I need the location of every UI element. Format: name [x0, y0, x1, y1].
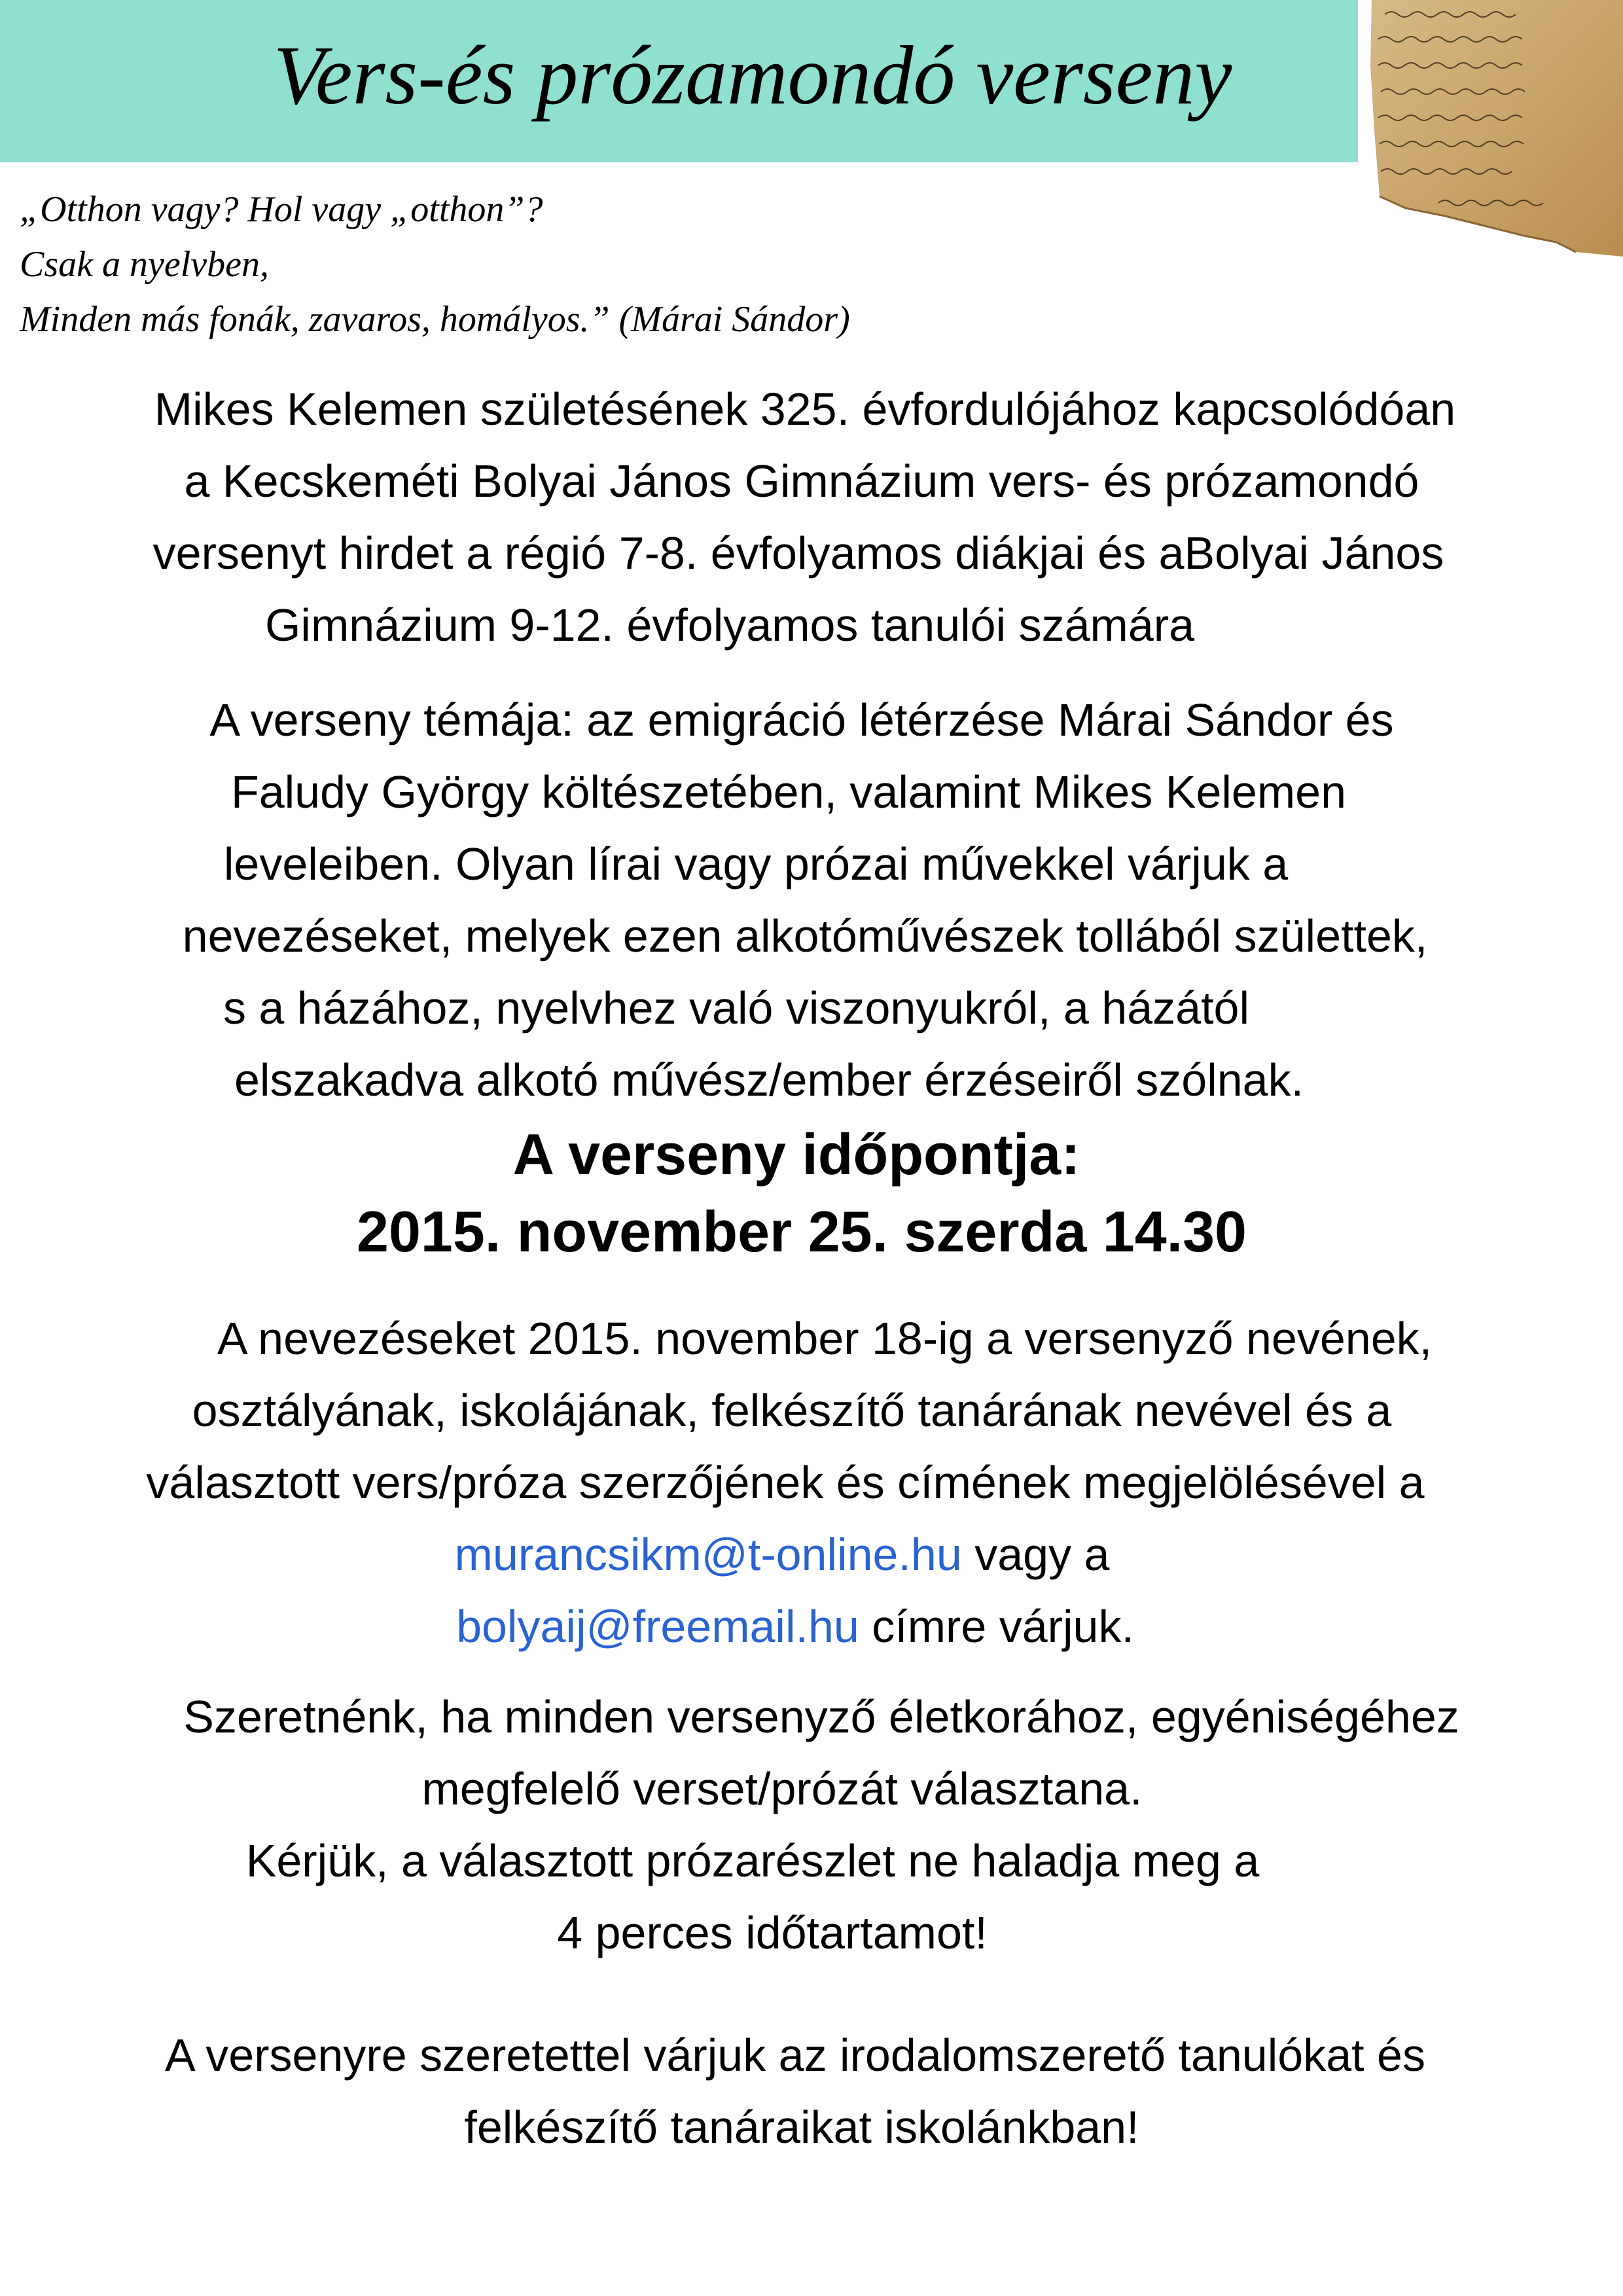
theme-line: nevezéseket, melyek ezen alkotóművészek tollából születtek, [182, 910, 1428, 961]
theme-line: leveleiben. Olyan lírai vagy prózai művekkel várjuk a [223, 838, 1289, 889]
theme-line: s a házához, nyelvhez való viszonyukról, a házától [223, 982, 1250, 1033]
theme-line: elszakadva alkotó művész/ember érzéseiről szólnak. [234, 1054, 1304, 1105]
closing-line: felkészítő tanáraikat iskolánkban! [464, 2102, 1139, 2153]
intro-line: a Kecskeméti Bolyai János Gimnázium vers- és prózamondó [184, 456, 1419, 507]
theme-paragraph [0, 684, 1623, 1116]
event-date-block [0, 1116, 1623, 1270]
theme-line: Faludy György költészetében, valamint Mikes Kelemen [230, 766, 1347, 817]
email-line-2-suffix: címre várjuk. [859, 1601, 1134, 1652]
intro-paragraph [0, 373, 1623, 661]
email-line-1 [0, 1518, 1594, 1590]
handwritten-letter-image [1366, 0, 1623, 257]
request-line: megfelelő verset/prózát választana. [421, 1763, 1143, 1814]
request-paragraph [0, 1681, 1623, 1969]
request-line: 4 perces időtartamot! [557, 1907, 988, 1958]
email-link-murancsikm[interactable]: murancsikm@t-online.hu [454, 1529, 962, 1580]
entries-line: osztályának, iskolájának, felkészítő tanárának nevével és a [192, 1385, 1392, 1436]
closing-line: A versenyre szeretettel várjuk az irodalomszerető tanulókat és [165, 2030, 1425, 2081]
date-heading: A verseny időpontja: [512, 1122, 1080, 1187]
theme-line: A verseny témája: az emigráció létérzése Márai Sándor és [209, 694, 1394, 745]
intro-line: versenyt hirdet a régió 7-8. évfolyamos diákjai és aBolyai János [152, 528, 1444, 579]
page-title-text: Vers-és prózamondó verseny [273, 29, 1232, 122]
quote-line: Csak a nyelvben, [20, 244, 269, 285]
entries-line: A nevezéseket 2015. november 18-ig a versenyző nevének, [217, 1313, 1433, 1364]
closing-paragraph [0, 2019, 1623, 2163]
entries-line: választott vers/próza szerzőjének és címének megjelölésével a [146, 1457, 1425, 1508]
intro-line: Mikes Kelemen születésének 325. évfordulójához kapcsolódóan [154, 384, 1456, 435]
email-line-2 [0, 1590, 1607, 1662]
quote-block [20, 182, 850, 347]
intro-line: Gimnázium 9-12. évfolyamos tanulói számára [264, 600, 1195, 651]
request-line: Szeretnénk, ha minden versenyző életkorához, egyéniségéhez [183, 1691, 1459, 1742]
entries-paragraph [0, 1302, 1623, 1662]
request-line: Kérjük, a választott prózarészlet ne haladja meg a [245, 1835, 1260, 1886]
quote-line: „Otthon vagy? Hol vagy „otthon”? [20, 189, 543, 230]
email-line-1-suffix: vagy a [961, 1529, 1110, 1580]
email-link-bolyaij[interactable]: bolyaij@freemail.hu [456, 1601, 859, 1652]
quote-line: Minden más fonák, zavaros, homályos.” (Márai Sándor) [20, 299, 850, 340]
date-value: 2015. november 25. szerda 14.30 [357, 1199, 1247, 1264]
